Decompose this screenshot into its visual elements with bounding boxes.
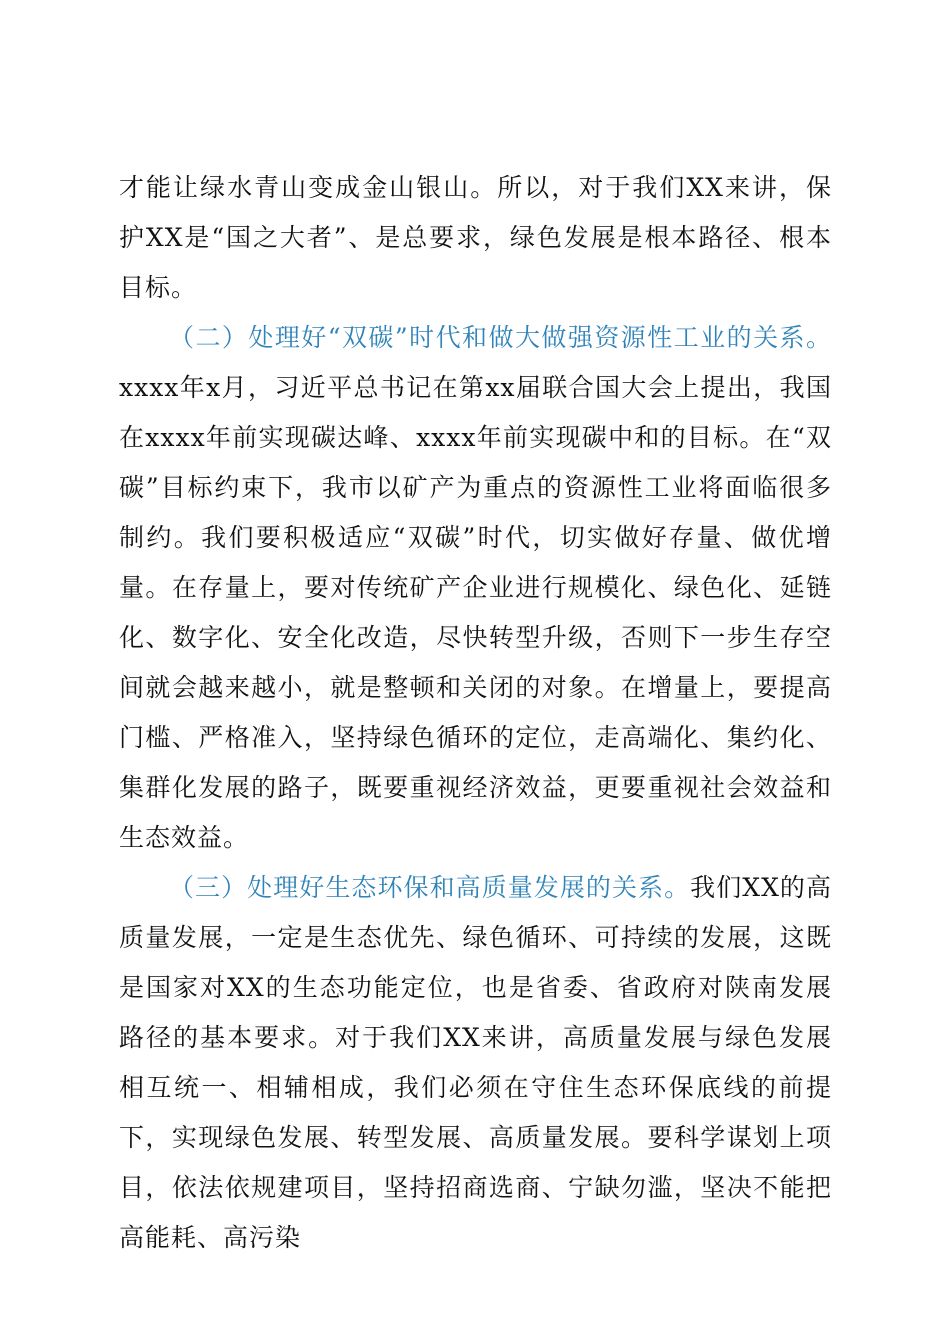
section-heading-three: （三）处理好生态环保和高质量发展的关系。	[169, 873, 691, 902]
paragraph-text: 我们XX的高质量发展，一定是生态优先、绿色循环、可持续的发展，这既是国家对XX的生态功能定位，也是省委、省政府对陕南发展路径的基本要求。对于我们XX来讲，高质量发展与绿色发展相互统一、相辅相成，我们必须在守住生态环保底线的前提下，实现绿色发展、转型发展、高质量发展。要科学谋划上项目，依法依规建项目，坚持招商选商、宁缺勿滥，坚决不能把高能耗、高污染	[119, 873, 832, 1252]
paragraph-section-two	[119, 313, 832, 863]
paragraph-continuation	[119, 163, 832, 313]
document-body	[119, 163, 832, 1263]
paragraph-section-three	[119, 863, 832, 1263]
paragraph-text: 才能让绿水青山变成金山银山。所以，对于我们XX来讲，保护XX是“国之大者”、是总要求，绿色发展是根本路径、根本目标。	[119, 173, 832, 302]
section-heading-two: （二）处理好“双碳”时代和做大做强资源性工业的关系。	[169, 323, 832, 352]
paragraph-text: xxxx年x月，习近平总书记在第xx届联合国大会上提出，我国在xxxx年前实现碳达峰、xxxx年前实现碳中和的目标。在“双碳”目标约束下，我市以矿产为重点的资源性工业将面临很多制约。我们要积极适应“双碳”时代，切实做好存量、做优增量。在存量上，要对传统矿产企业进行规模化、绿色化、延链化、数字化、安全化改造，尽快转型升级，否则下一步生存空间就会越来越小，就是整顿和关闭的对象。在增量上，要提高门槛、严格准入，坚持绿色循环的定位，走高端化、集约化、集群化发展的路子，既要重视经济效益，更要重视社会效益和生态效益。	[119, 373, 832, 852]
